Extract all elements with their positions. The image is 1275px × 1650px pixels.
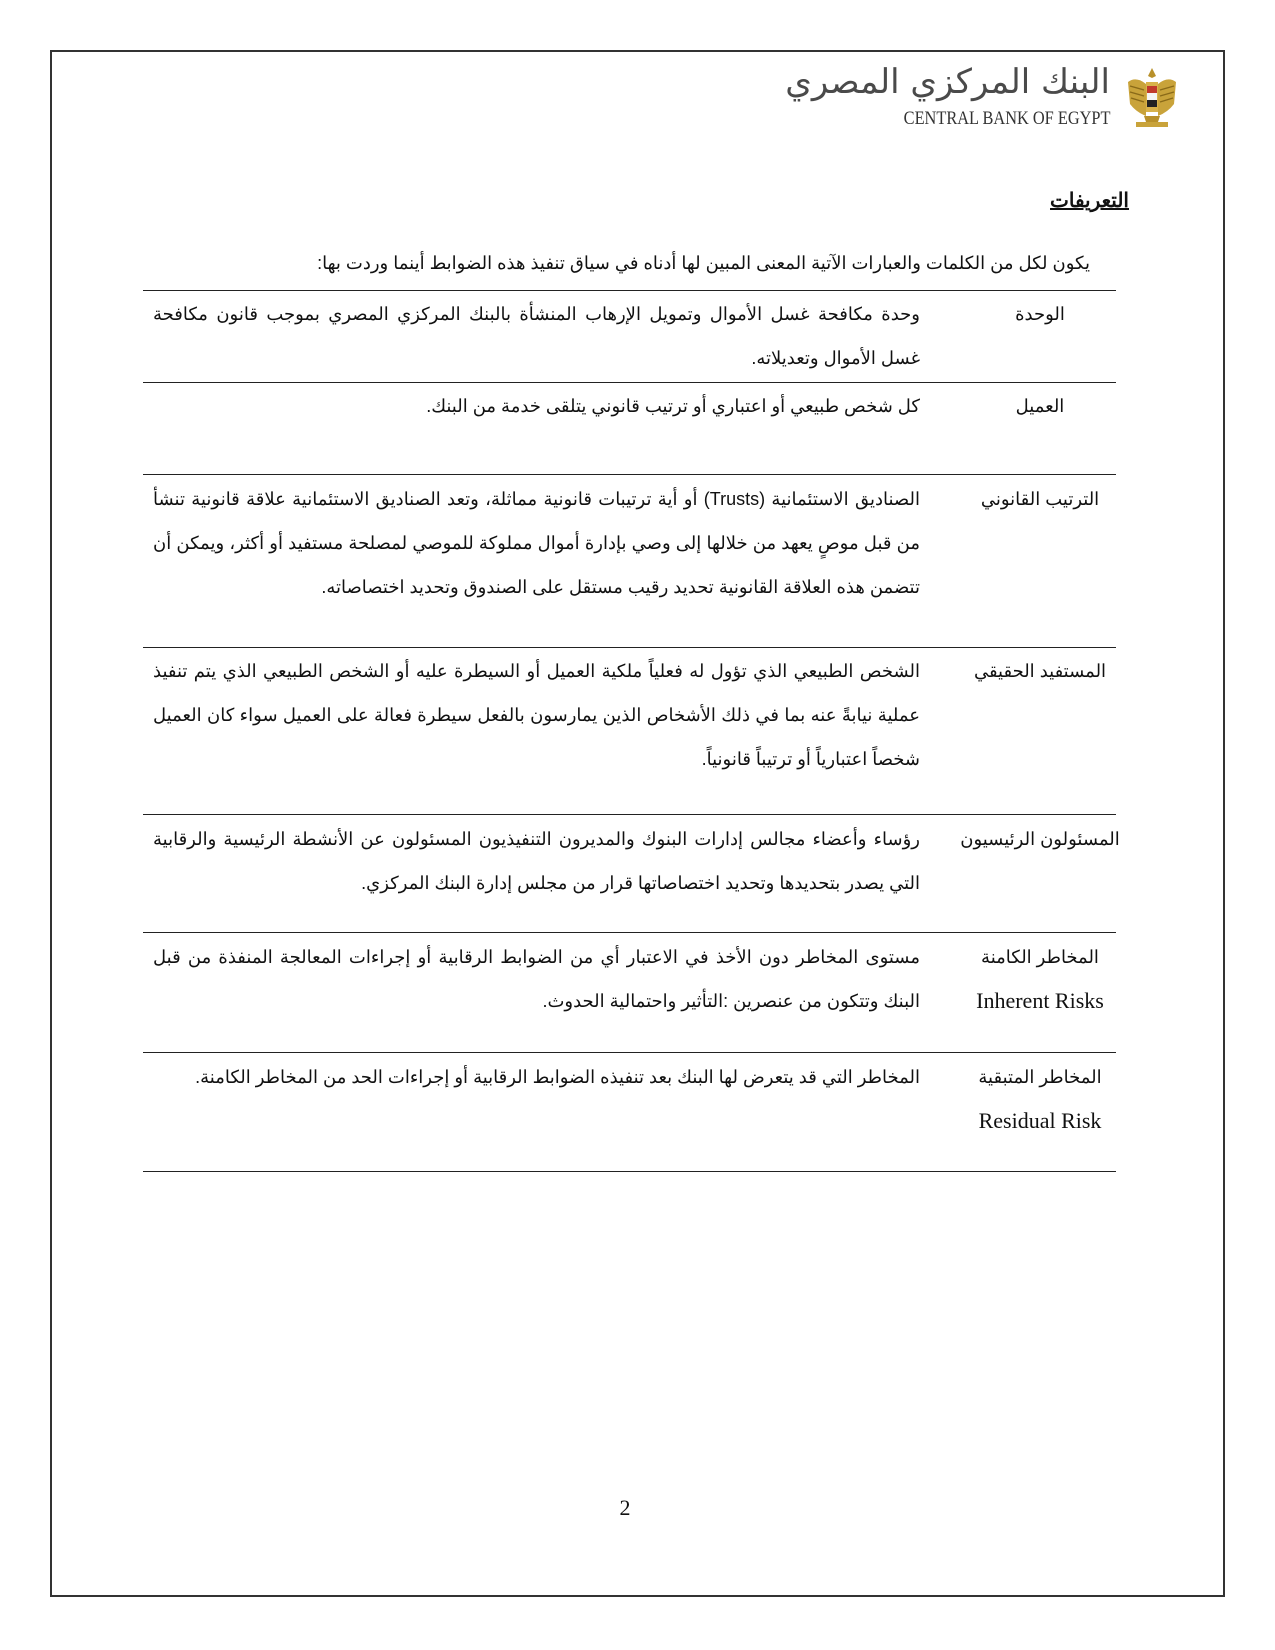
term-residual-risk-en: Residual Risk: [978, 1108, 1102, 1133]
row-divider: [143, 1052, 1116, 1053]
row-divider: [143, 290, 1116, 291]
term-inherent-risks: [945, 935, 1135, 1023]
definition-residual-risk: المخاطر التي قد يتعرض لها البنك بعد تنفيذه الضوابط الرقابية أو إجراءات الحد من المخاطر الكامنة.: [195, 1067, 920, 1087]
page-number: 2: [619, 1495, 631, 1520]
term-customer: العميل: [1015, 396, 1065, 416]
term-key-officials: المسئولون الرئيسيون: [960, 829, 1120, 849]
row-divider: [143, 382, 1116, 383]
row-divider: [143, 932, 1116, 933]
intro-text: يكون لكل من الكلمات والعبارات الآتية المعنى المبين لها أدناه في سياق تنفيذ هذه الضوابط أينما وردت بها:: [317, 253, 1090, 273]
page-title: التعريفات: [1050, 190, 1129, 212]
term-unit: الوحدة: [1015, 304, 1065, 324]
definition-customer: كل شخص طبيعي أو اعتباري أو ترتيب قانوني يتلقى خدمة من البنك.: [426, 396, 920, 416]
row-divider: [143, 1171, 1116, 1172]
term-legal-arrangement: الترتيب القانوني: [980, 489, 1100, 509]
term-inherent-risks-en: Inherent Risks: [976, 988, 1104, 1013]
term-beneficial-owner: المستفيد الحقيقي: [973, 661, 1107, 681]
term-residual-risk: [945, 1055, 1135, 1143]
term-residual-risk-ar: المخاطر المتبقية: [978, 1067, 1102, 1087]
definition-legal-arrangement: الصناديق الاستئمانية (Trusts) أو أية ترتيبات قانونية مماثلة، وتعد الصناديق الاستئمانية علاقة قانونية تنشأ من قبل موصٍ يعهد من خلالها إلى وصي بإدارة أموال مملوكة للموصي لمصلحة مستفيد أو أكثر، ويمكن أن تتضمن هذه العلاقة القانونية تحديد رقيب مستقل على الصندوق وتحديد اختصاصاته.: [153, 489, 920, 597]
egypt-eagle-icon: [1122, 64, 1182, 130]
bank-logo: [785, 62, 1182, 134]
row-divider: [143, 814, 1116, 815]
definition-key-officials: رؤساء وأعضاء مجالس إدارات البنوك والمديرون التنفيذيون المسئولون عن الأنشطة الرئيسية والرقابية التي يصدر بتحديدها وتحديد اختصاصاتها قرار من مجلس إدارة البنك المركزي.: [153, 829, 920, 893]
row-divider: [143, 647, 1116, 648]
definition-inherent-risks: مستوى المخاطر دون الأخذ في الاعتبار أي من الضوابط الرقابية أو إجراءات المعالجة المنفذة من قبل البنك وتتكون من عنصرين :التأثير واحتمالية الحدوث.: [153, 947, 920, 1011]
definition-unit: وحدة مكافحة غسل الأموال وتمويل الإرهاب المنشأة بالبنك المركزي المصري بموجب قانون مكافحة غسل الأموال وتعديلاته.: [153, 304, 920, 368]
row-divider: [143, 474, 1116, 475]
term-inherent-risks-ar: المخاطر الكامنة: [981, 947, 1099, 967]
logo-arabic-text: البنك المركزي المصري: [785, 62, 1110, 102]
logo-english-text: CENTRAL BANK OF EGYPT: [903, 108, 1110, 129]
definition-beneficial-owner: الشخص الطبيعي الذي تؤول له فعلياً ملكية العميل أو السيطرة عليه أو الشخص الطبيعي الذي يتم تنفيذ عملية نيابةً عنه بما في ذلك الأشخاص الذين يمارسون بالفعل سيطرة فعالة على العميل سواء كان العميل شخصاً اعتبارياً أو ترتيباً قانونياً.: [153, 661, 920, 769]
